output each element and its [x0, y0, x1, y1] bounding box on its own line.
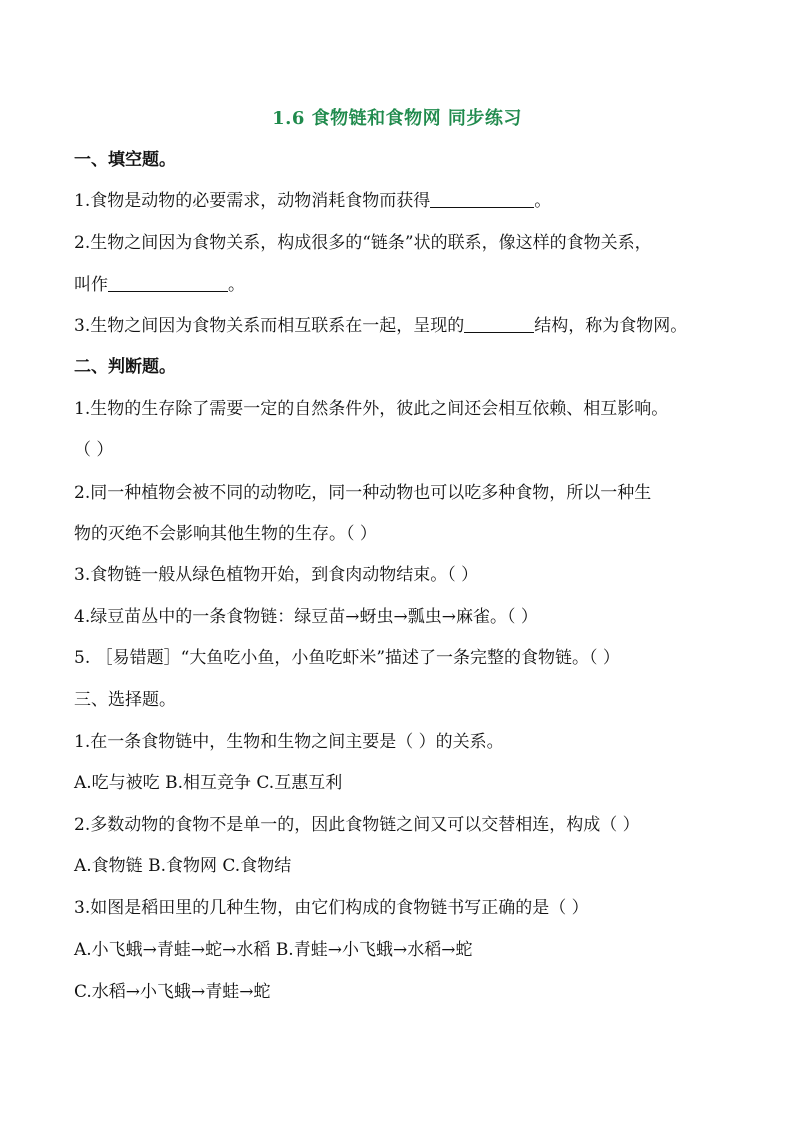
- section-judge-heading: 二、判断题。: [74, 357, 176, 377]
- section-fill-blank-heading: 一、填空题。: [74, 150, 176, 170]
- choice-question-2-options: A.食物链 B.食物网 C.食物结: [74, 856, 292, 876]
- judge-question-4: 4.绿豆苗丛中的一条食物链：绿豆苗→蚜虫→瓢虫→麻雀。（ ）: [74, 607, 538, 627]
- choice-question-3: 3.如图是稻田里的几种生物，由它们构成的食物链书写正确的是（ ）: [74, 898, 589, 918]
- fill-question-1: [74, 188, 551, 214]
- judge-question-5: 5. ［易错题］“大鱼吃小鱼，小鱼吃虾米”描述了一条完整的食物链。（ ）: [74, 648, 620, 668]
- fill-q3-end: 结构，称为食物网。: [534, 316, 688, 336]
- choice-question-1-options: A.吃与被吃 B.相互竞争 C.互惠互利: [74, 773, 343, 793]
- choice-question-1: 1.在一条食物链中，生物和生物之间主要是（ ）的关系。: [74, 732, 504, 752]
- fill-question-2-line2: [74, 272, 245, 298]
- fill-q2-blank[interactable]: [108, 273, 228, 292]
- judge-question-2-line2: 物的灭绝不会影响其他生物的生存。（ ）: [74, 524, 377, 544]
- fill-q1-blank[interactable]: [430, 189, 534, 208]
- fill-q3-text: 3.生物之间因为食物关系而相互联系在一起，呈现的: [74, 316, 465, 336]
- fill-q1-text: 1.食物是动物的必要需求，动物消耗食物而获得: [74, 191, 431, 211]
- fill-q2-text: 叫作: [74, 275, 108, 295]
- choice-question-3-options-line2: C.水稻→小飞蛾→青蛙→蛇: [74, 982, 271, 1002]
- fill-question-2-line1: 2.生物之间因为食物关系，构成很多的“链条”状的联系，像这样的食物关系，: [74, 233, 652, 253]
- judge-question-2-line1: 2.同一种植物会被不同的动物吃，同一种动物也可以吃多种食物，所以一种生: [74, 483, 652, 503]
- fill-q2-end: 。: [228, 275, 245, 295]
- page-title: 1.6 食物链和食物网 同步练习: [272, 108, 522, 129]
- fill-question-3: [74, 313, 687, 339]
- choice-question-3-options-line1: A.小飞蛾→青蛙→蛇→水稻 B.青蛙→小飞蛾→水稻→蛇: [74, 940, 473, 960]
- fill-q1-end: 。: [534, 191, 552, 211]
- judge-question-3: 3.食物链一般从绿色植物开始，到食肉动物结束。（ ）: [74, 565, 479, 585]
- choice-question-2: 2.多数动物的食物不是单一的，因此食物链之间又可以交替相连，构成（ ）: [74, 815, 640, 835]
- fill-q3-blank[interactable]: [464, 314, 534, 333]
- section-choice-heading: 三、选择题。: [74, 690, 176, 710]
- judge-question-1-line2: （ ）: [74, 440, 114, 460]
- judge-question-1-line1: 1.生物的生存除了需要一定的自然条件外，彼此之间还会相互依赖、相互影响。: [74, 399, 669, 419]
